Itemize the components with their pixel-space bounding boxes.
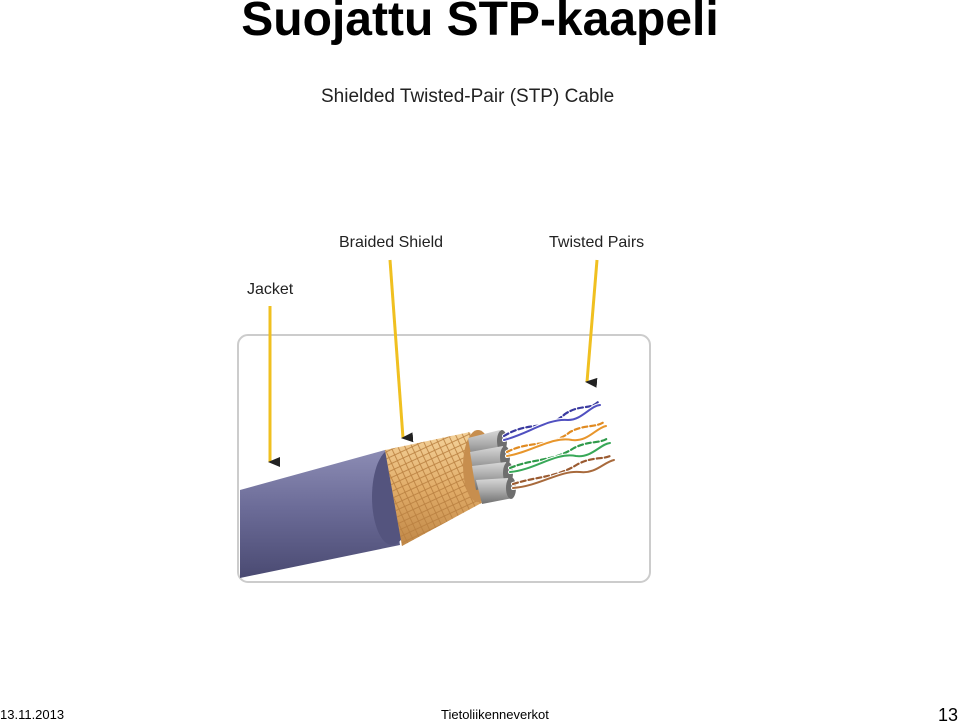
slide-title: Suojattu STP-kaapeli — [241, 0, 719, 46]
figure-title: Shielded Twisted-Pair (STP) Cable — [321, 86, 615, 107]
footer-page-number: 13 — [937, 705, 958, 725]
callout-jacket: Jacket — [247, 281, 294, 298]
footer-date: 13.11.2013 — [0, 707, 65, 722]
callout-twisted-pairs: Twisted Pairs — [549, 234, 645, 251]
callout-braided-shield: Braided Shield — [339, 234, 444, 251]
footer-course: Tietoliikenneverkot — [441, 707, 549, 722]
